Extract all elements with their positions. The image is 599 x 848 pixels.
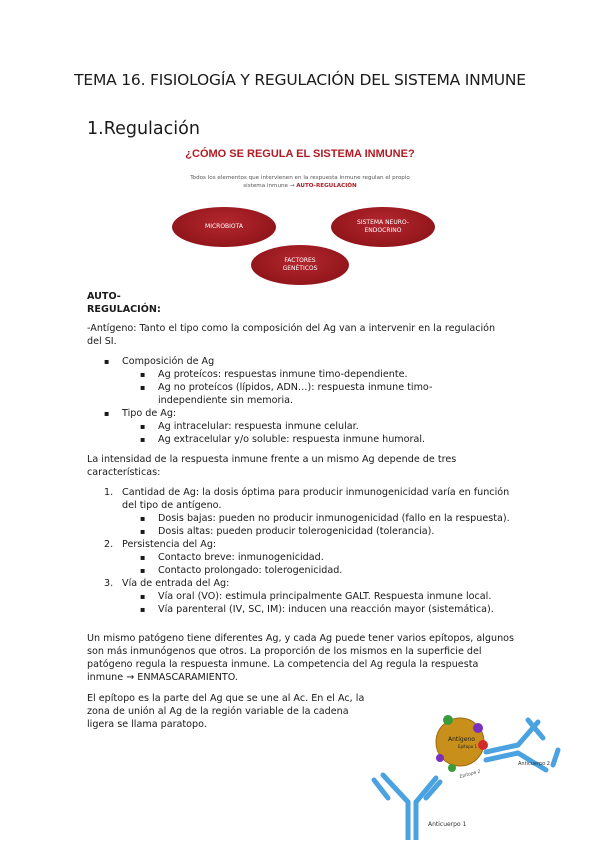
page-title: TEMA 16. FISIOLOGÍA Y REGULACIÓN DEL SISTEMA INMUNE	[74, 71, 526, 89]
antigen-bullet-list	[104, 355, 488, 446]
antigen-antibody-diagram	[368, 690, 568, 840]
numbered-item-label: Cantidad de Ag: la dosis óptima para producir inmunogenicidad varía en función del tipo de antígeno.	[122, 487, 510, 511]
list-item: ▪ Ag proteícos: respuestas inmune timo-dependiente.	[140, 368, 488, 381]
epitope-1-label: Epítopo 1	[458, 744, 477, 749]
ellipse-neuroendocrine	[331, 207, 435, 247]
list-item: ▪ Dosis altas: pueden producir tolerogenicidad (tolerancia).	[140, 525, 514, 538]
numbered-item-route	[104, 577, 514, 616]
numbered-item-sublist	[140, 512, 514, 538]
numbered-item-sublist	[140, 590, 514, 616]
numbered-item-label: Vía de entrada del Ag:	[122, 578, 230, 589]
numbered-item-label: Persistencia del Ag:	[122, 539, 217, 550]
antibody-1	[374, 775, 440, 840]
figure-subtitle-line1: Todos los elementos que intervienen en la respuesta inmune regulan el propio	[190, 175, 410, 181]
antigen-label: Antígeno	[448, 736, 475, 743]
list-item: ▪ Contacto prolongado: tolerogenicidad.	[140, 564, 514, 577]
numbered-item-persistence	[104, 538, 514, 577]
figure-subtitle-line2-text: sistema inmune →	[243, 183, 295, 189]
epitope-2-shape	[473, 723, 483, 733]
antigen-paragraph: -Antígeno: Tanto el tipo como la composición del Ag van a intervenir en la regulación del SI.	[87, 323, 496, 347]
bullet-type	[104, 407, 488, 446]
antibody-2-label: Anticuerpo 2	[518, 761, 550, 767]
paratope-paragraph: El epítopo es la parte del Ag que se une al Ac. En el Ac, la zona de unión al Ag de la región variable de la cadena ligera se llama paratopo.	[87, 693, 365, 730]
list-item: ▪ Ag intracelular: respuesta inmune celular.	[140, 420, 488, 433]
figure-subtitle	[160, 174, 440, 190]
list-item: ▪ Contacto breve: inmunogenicidad.	[140, 551, 514, 564]
bullet-type-sublist	[140, 420, 488, 446]
item-number: 2.	[104, 539, 114, 550]
section-heading: 1.Regulación	[87, 119, 200, 139]
bullet-type-label: Tipo de Ag:	[122, 408, 177, 419]
epitope-paragraph: Un mismo patógeno tiene diferentes Ag, y cada Ag puede tener varios epítopos, algunos son más inmunógenos que otros. La proporción de los mismos en la superficie del patógeno regula la respuesta inmune. La competencia del Ag regula la respuesta inmune → ENMASCARAMIENTO.	[87, 633, 515, 683]
bullet-composition-sublist	[140, 368, 488, 407]
item-number: 1.	[104, 487, 114, 498]
characteristics-numbered-list	[104, 486, 514, 616]
bullet-composition	[104, 355, 488, 407]
bullet-composition-label: Composición de Ag	[122, 356, 215, 367]
auto-regulation-heading: AUTO-REGULACIÓN:	[87, 291, 161, 315]
epitope-2-label: Epítope 2	[459, 769, 482, 780]
ellipse-microbiota	[172, 207, 276, 247]
figure-heading: ¿CÓMO SE REGULA EL SISTEMA INMUNE?	[185, 148, 415, 160]
epitope-5-shape	[448, 764, 456, 772]
figure-subtitle-line2	[160, 182, 440, 190]
intensity-paragraph: La intensidad de la respuesta inmune frente a un mismo Ag depende de tres características:	[87, 454, 457, 478]
numbered-item-quantity	[104, 486, 514, 538]
item-number: 3.	[104, 578, 114, 589]
numbered-item-sublist	[140, 551, 514, 577]
list-item: ▪ Vía oral (VO): estimula principalmente GALT. Respuesta inmune local.	[140, 590, 514, 603]
epitope-4-shape	[436, 754, 444, 762]
figure-subtitle-highlight: AUTO-REGULACIÓN	[296, 183, 357, 189]
ellipse-genetic-factors-label: FACTORES GENÉTICOS	[282, 257, 318, 272]
list-item: ▪ Ag no proteícos (lípidos, ADN…): respuesta inmune timo-independiente sin memoria.	[140, 381, 488, 407]
list-item: ▪ Vía parenteral (IV, SC, IM): inducen una reacción mayor (sistemática).	[140, 603, 514, 616]
epitope-1-shape	[443, 715, 453, 725]
ellipse-neuroendocrine-label: SISTEMA NEURO-ENDOCRINO	[357, 219, 409, 234]
epitope-3-shape	[478, 740, 488, 750]
ellipse-microbiota-label: MICROBIOTA	[205, 223, 243, 230]
ellipse-genetic-factors	[251, 245, 349, 285]
list-item: ▪ Dosis bajas: pueden no producir inmunogenicidad (fallo en la respuesta).	[140, 512, 514, 525]
list-item: ▪ Ag extracelular y/o soluble: respuesta inmune humoral.	[140, 433, 488, 446]
antibody-1-label: Anticuerpo 1	[428, 821, 467, 828]
